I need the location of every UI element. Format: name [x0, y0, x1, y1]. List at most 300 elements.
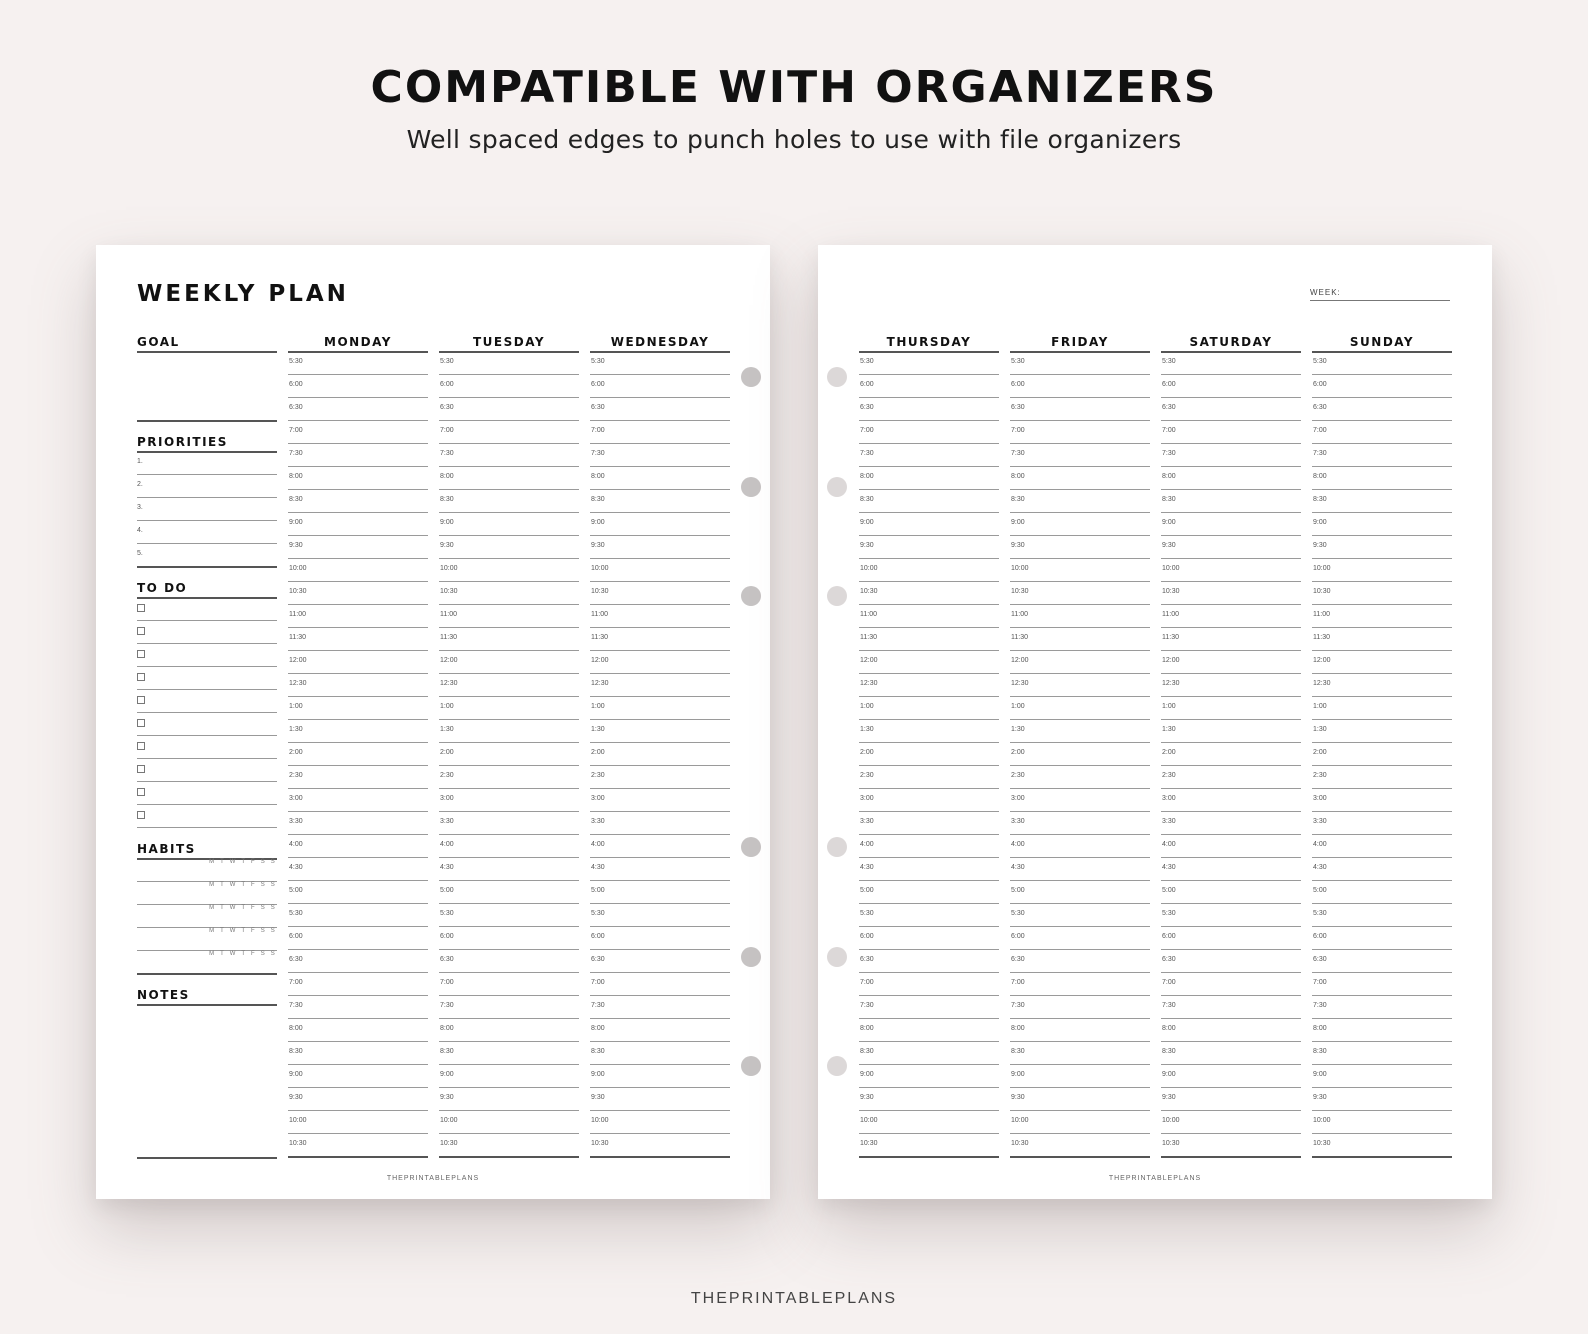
- time-slot-line[interactable]: [439, 420, 579, 421]
- time-slot-line[interactable]: [859, 650, 999, 651]
- time-slot-line[interactable]: [859, 397, 999, 398]
- punch-hole: [827, 477, 847, 497]
- time-slot-line[interactable]: [1161, 972, 1301, 973]
- time-slot-line[interactable]: [859, 696, 999, 697]
- time-slot-line[interactable]: [439, 374, 579, 375]
- time-slot-line[interactable]: [859, 1041, 999, 1042]
- todo-checkbox[interactable]: [137, 673, 145, 681]
- time-slot-line[interactable]: [1161, 696, 1301, 697]
- time-slot-line[interactable]: [1161, 581, 1301, 582]
- time-slot-line[interactable]: [1161, 926, 1301, 927]
- time-slot-line[interactable]: [590, 397, 730, 398]
- time-slot-line[interactable]: [288, 1087, 428, 1088]
- time-slot-line[interactable]: [1312, 742, 1452, 743]
- time-slot-line[interactable]: [859, 512, 999, 513]
- time-slot-line[interactable]: [1010, 834, 1150, 835]
- time-slot-line[interactable]: [1312, 558, 1452, 559]
- time-slot-line[interactable]: [1010, 581, 1150, 582]
- time-slot-line[interactable]: [288, 1064, 428, 1065]
- time-slot-line[interactable]: [1312, 949, 1452, 950]
- time-slot-line[interactable]: [288, 719, 428, 720]
- time-slot-line[interactable]: [590, 558, 730, 559]
- time-slot-line[interactable]: [1312, 1133, 1452, 1134]
- todo-checkbox[interactable]: [137, 627, 145, 635]
- time-slot-line[interactable]: [1010, 489, 1150, 490]
- time-slot-line[interactable]: [590, 489, 730, 490]
- todo-line[interactable]: [137, 689, 277, 690]
- todo-line[interactable]: [137, 666, 277, 667]
- time-slot-line[interactable]: [1010, 558, 1150, 559]
- time-slot-line[interactable]: [1010, 811, 1150, 812]
- time-slot-line[interactable]: [288, 489, 428, 490]
- time-slot-line[interactable]: [1161, 995, 1301, 996]
- time-slot-line[interactable]: [439, 788, 579, 789]
- time-slot-line[interactable]: [439, 880, 579, 881]
- todo-checkbox[interactable]: [137, 765, 145, 773]
- time-slot-line[interactable]: [1010, 719, 1150, 720]
- time-slot-line[interactable]: [288, 581, 428, 582]
- habit-day-letters: M T W T F S S: [209, 951, 277, 957]
- time-slot-line[interactable]: [439, 627, 579, 628]
- time-slot-line[interactable]: [859, 834, 999, 835]
- time-slot-line[interactable]: [439, 1087, 579, 1088]
- time-slot-line[interactable]: [590, 742, 730, 743]
- time-slot-line[interactable]: [1312, 880, 1452, 881]
- time-slot-line[interactable]: [439, 1110, 579, 1111]
- time-slot-line[interactable]: [1312, 1018, 1452, 1019]
- time-slot-line[interactable]: [590, 1133, 730, 1134]
- time-slot-line[interactable]: [859, 627, 999, 628]
- time-slot-label: 9:30: [1011, 1094, 1025, 1101]
- time-slot-line[interactable]: [1312, 397, 1452, 398]
- time-slot-line[interactable]: [590, 995, 730, 996]
- time-slot-line[interactable]: [1161, 1156, 1301, 1158]
- time-slot-line[interactable]: [439, 397, 579, 398]
- time-slot-line[interactable]: [859, 604, 999, 605]
- time-slot-line[interactable]: [1010, 949, 1150, 950]
- time-slot-line[interactable]: [590, 604, 730, 605]
- time-slot-line[interactable]: [1010, 1110, 1150, 1111]
- time-slot-line[interactable]: [1312, 420, 1452, 421]
- time-slot-line[interactable]: [859, 1087, 999, 1088]
- time-slot-line[interactable]: [859, 1133, 999, 1134]
- time-slot-line[interactable]: [1010, 972, 1150, 973]
- time-slot-line[interactable]: [288, 742, 428, 743]
- time-slot-line[interactable]: [1161, 397, 1301, 398]
- time-slot-line[interactable]: [439, 972, 579, 973]
- time-slot-line[interactable]: [1010, 397, 1150, 398]
- time-slot-line[interactable]: [288, 420, 428, 421]
- time-slot-line[interactable]: [288, 1133, 428, 1134]
- time-slot-line[interactable]: [1161, 443, 1301, 444]
- time-slot-line[interactable]: [1161, 811, 1301, 812]
- time-slot-line[interactable]: [1161, 374, 1301, 375]
- todo-line[interactable]: [137, 758, 277, 759]
- time-slot-line[interactable]: [590, 834, 730, 835]
- time-slot-line[interactable]: [859, 1018, 999, 1019]
- time-slot-line[interactable]: [288, 972, 428, 973]
- time-slot-line[interactable]: [288, 1156, 428, 1158]
- time-slot-line[interactable]: [288, 834, 428, 835]
- time-slot-line[interactable]: [590, 420, 730, 421]
- time-slot-line[interactable]: [1010, 466, 1150, 467]
- time-slot-line[interactable]: [439, 466, 579, 467]
- time-slot-line[interactable]: [288, 512, 428, 513]
- time-slot-line[interactable]: [439, 512, 579, 513]
- time-slot-line[interactable]: [590, 1041, 730, 1042]
- time-slot-line[interactable]: [590, 765, 730, 766]
- time-slot-line[interactable]: [1010, 627, 1150, 628]
- time-slot-line[interactable]: [439, 742, 579, 743]
- time-slot-line[interactable]: [288, 696, 428, 697]
- time-slot-line[interactable]: [859, 1110, 999, 1111]
- time-slot-line[interactable]: [1010, 1087, 1150, 1088]
- time-slot-label: 10:00: [591, 1117, 609, 1124]
- time-slot-line[interactable]: [859, 972, 999, 973]
- time-slot-line[interactable]: [1312, 903, 1452, 904]
- time-slot-line[interactable]: [1161, 719, 1301, 720]
- time-slot-line[interactable]: [439, 650, 579, 651]
- time-slot-line[interactable]: [859, 857, 999, 858]
- time-slot-line[interactable]: [439, 489, 579, 490]
- time-slot-line[interactable]: [1161, 466, 1301, 467]
- time-slot-line[interactable]: [859, 903, 999, 904]
- time-slot-line[interactable]: [1161, 880, 1301, 881]
- time-slot-line[interactable]: [1312, 696, 1452, 697]
- time-slot-line[interactable]: [859, 673, 999, 674]
- time-slot-line[interactable]: [439, 1156, 579, 1158]
- time-slot-line[interactable]: [288, 903, 428, 904]
- time-slot-line[interactable]: [859, 466, 999, 467]
- todo-line[interactable]: [137, 712, 277, 713]
- time-slot-line[interactable]: [1010, 926, 1150, 927]
- time-slot-line[interactable]: [1312, 857, 1452, 858]
- time-slot-line[interactable]: [859, 1156, 999, 1158]
- time-slot-line[interactable]: [439, 903, 579, 904]
- time-slot-label: 2:00: [440, 749, 454, 756]
- time-slot-line[interactable]: [288, 627, 428, 628]
- time-slot-line[interactable]: [1161, 857, 1301, 858]
- time-slot-line[interactable]: [590, 443, 730, 444]
- time-slot-line[interactable]: [288, 535, 428, 536]
- time-slot-line[interactable]: [1010, 995, 1150, 996]
- time-slot-line[interactable]: [288, 1041, 428, 1042]
- time-slot-line[interactable]: [859, 880, 999, 881]
- time-slot-line[interactable]: [590, 673, 730, 674]
- time-slot-line[interactable]: [288, 788, 428, 789]
- time-slot-line[interactable]: [590, 512, 730, 513]
- time-slot-line[interactable]: [859, 581, 999, 582]
- todo-checkbox[interactable]: [137, 742, 145, 750]
- time-slot-line[interactable]: [859, 765, 999, 766]
- time-slot-label: 7:30: [289, 450, 303, 457]
- time-slot-line[interactable]: [1010, 420, 1150, 421]
- time-slot-line[interactable]: [1312, 374, 1452, 375]
- todo-checkbox[interactable]: [137, 788, 145, 796]
- time-slot-line[interactable]: [288, 650, 428, 651]
- todo-line[interactable]: [137, 643, 277, 644]
- time-slot-line[interactable]: [1161, 650, 1301, 651]
- time-slot-label: 4:30: [1313, 864, 1327, 871]
- time-slot-line[interactable]: [439, 581, 579, 582]
- time-slot-line[interactable]: [859, 374, 999, 375]
- time-slot-line[interactable]: [590, 1156, 730, 1158]
- time-slot-line[interactable]: [288, 765, 428, 766]
- time-slot-line[interactable]: [288, 811, 428, 812]
- todo-checkbox[interactable]: [137, 604, 145, 612]
- time-slot-line[interactable]: [590, 466, 730, 467]
- time-slot-line[interactable]: [1312, 1110, 1452, 1111]
- time-slot-line[interactable]: [1161, 949, 1301, 950]
- time-slot-line[interactable]: [590, 949, 730, 950]
- time-slot-line[interactable]: [1010, 765, 1150, 766]
- time-slot-line[interactable]: [590, 696, 730, 697]
- time-slot-label: 5:00: [440, 887, 454, 894]
- time-slot-line[interactable]: [1010, 1133, 1150, 1134]
- time-slot-label: 5:30: [289, 910, 303, 917]
- time-slot-line[interactable]: [1161, 535, 1301, 536]
- time-slot-line[interactable]: [859, 811, 999, 812]
- time-slot-line[interactable]: [1312, 1041, 1452, 1042]
- todo-checkbox[interactable]: [137, 696, 145, 704]
- time-slot-line[interactable]: [288, 374, 428, 375]
- time-slot-line[interactable]: [1312, 1087, 1452, 1088]
- time-slot-line[interactable]: [288, 880, 428, 881]
- time-slot-line[interactable]: [1312, 719, 1452, 720]
- time-slot-line[interactable]: [439, 857, 579, 858]
- time-slot-line[interactable]: [859, 558, 999, 559]
- time-slot-line[interactable]: [590, 972, 730, 973]
- time-slot-line[interactable]: [439, 558, 579, 559]
- time-slot-line[interactable]: [1010, 650, 1150, 651]
- time-slot-line[interactable]: [590, 788, 730, 789]
- time-slot-line[interactable]: [1161, 765, 1301, 766]
- time-slot-line[interactable]: [590, 926, 730, 927]
- todo-line[interactable]: [137, 804, 277, 805]
- time-slot-line[interactable]: [590, 1018, 730, 1019]
- time-slot-line[interactable]: [1161, 742, 1301, 743]
- time-slot-label: 7:30: [591, 450, 605, 457]
- habit-line[interactable]: [137, 973, 277, 975]
- time-slot-line[interactable]: [590, 374, 730, 375]
- time-slot-line[interactable]: [1312, 627, 1452, 628]
- todo-line[interactable]: [137, 620, 277, 621]
- time-slot-line[interactable]: [439, 604, 579, 605]
- time-slot-line[interactable]: [1161, 788, 1301, 789]
- time-slot-line[interactable]: [1010, 1156, 1150, 1158]
- todo-label: TO DO: [137, 581, 188, 595]
- time-slot-line[interactable]: [1161, 1064, 1301, 1065]
- time-slot-line[interactable]: [1312, 995, 1452, 996]
- priority-line[interactable]: [137, 520, 277, 521]
- notes-header-rule: [137, 1004, 277, 1006]
- time-slot-line[interactable]: [1312, 1064, 1452, 1065]
- time-slot-line[interactable]: [1161, 558, 1301, 559]
- time-slot-line[interactable]: [1312, 1156, 1452, 1158]
- time-slot-line[interactable]: [439, 949, 579, 950]
- time-slot-line[interactable]: [1161, 627, 1301, 628]
- time-slot-line[interactable]: [439, 1041, 579, 1042]
- time-slot-line[interactable]: [1312, 604, 1452, 605]
- time-slot-line[interactable]: [1161, 420, 1301, 421]
- time-slot-line[interactable]: [1010, 604, 1150, 605]
- todo-line[interactable]: [137, 781, 277, 782]
- time-slot-line[interactable]: [1312, 443, 1452, 444]
- time-slot-line[interactable]: [1161, 1087, 1301, 1088]
- time-slot-line[interactable]: [439, 1133, 579, 1134]
- time-slot-line[interactable]: [590, 1064, 730, 1065]
- time-slot-line[interactable]: [1161, 489, 1301, 490]
- time-slot-line[interactable]: [859, 719, 999, 720]
- todo-checkbox[interactable]: [137, 650, 145, 658]
- time-slot-line[interactable]: [590, 581, 730, 582]
- time-slot-line[interactable]: [859, 995, 999, 996]
- time-slot-line[interactable]: [1161, 673, 1301, 674]
- time-slot-line[interactable]: [1312, 535, 1452, 536]
- time-slot-line[interactable]: [1161, 1110, 1301, 1111]
- time-slot-label: 9:30: [860, 542, 874, 549]
- time-slot-line[interactable]: [439, 719, 579, 720]
- time-slot-line[interactable]: [1312, 765, 1452, 766]
- time-slot-line[interactable]: [590, 811, 730, 812]
- time-slot-line[interactable]: [439, 811, 579, 812]
- time-slot-line[interactable]: [1010, 696, 1150, 697]
- todo-checkbox[interactable]: [137, 719, 145, 727]
- time-slot-line[interactable]: [859, 1064, 999, 1065]
- time-slot-line[interactable]: [439, 834, 579, 835]
- time-slot-line[interactable]: [859, 535, 999, 536]
- time-slot-line[interactable]: [1010, 903, 1150, 904]
- time-slot-label: 6:00: [860, 381, 874, 388]
- time-slot-line[interactable]: [288, 604, 428, 605]
- time-slot-line[interactable]: [1312, 673, 1452, 674]
- time-slot-line[interactable]: [439, 443, 579, 444]
- time-slot-line[interactable]: [590, 535, 730, 536]
- priority-line[interactable]: [137, 497, 277, 498]
- time-slot-line[interactable]: [1312, 581, 1452, 582]
- time-slot-line[interactable]: [288, 926, 428, 927]
- time-slot-label: 7:00: [591, 979, 605, 986]
- day-heading: SUNDAY: [1349, 335, 1415, 349]
- time-slot-line[interactable]: [439, 535, 579, 536]
- time-slot-line[interactable]: [439, 1064, 579, 1065]
- time-slot-line[interactable]: [1010, 512, 1150, 513]
- time-slot-label: 11:00: [1162, 611, 1179, 618]
- time-slot-line[interactable]: [288, 443, 428, 444]
- time-slot-line[interactable]: [859, 420, 999, 421]
- time-slot-line[interactable]: [1010, 857, 1150, 858]
- time-slot-line[interactable]: [288, 397, 428, 398]
- time-slot-line[interactable]: [1312, 650, 1452, 651]
- priorities-header-rule: [137, 451, 277, 453]
- todo-line[interactable]: [137, 827, 277, 828]
- time-slot-line[interactable]: [590, 1110, 730, 1111]
- time-slot-line[interactable]: [439, 995, 579, 996]
- time-slot-line[interactable]: [590, 903, 730, 904]
- time-slot-line[interactable]: [590, 1087, 730, 1088]
- day-heading: SATURDAY: [1189, 335, 1273, 349]
- time-slot-line[interactable]: [859, 489, 999, 490]
- time-slot-line[interactable]: [439, 926, 579, 927]
- time-slot-line[interactable]: [1161, 903, 1301, 904]
- time-slot-label: 9:00: [591, 519, 605, 526]
- time-slot-line[interactable]: [288, 1110, 428, 1111]
- time-slot-line[interactable]: [859, 788, 999, 789]
- time-slot-label: 3:00: [440, 795, 454, 802]
- time-slot-line[interactable]: [590, 650, 730, 651]
- time-slot-line[interactable]: [288, 466, 428, 467]
- time-slot-line[interactable]: [859, 949, 999, 950]
- time-slot-line[interactable]: [859, 926, 999, 927]
- time-slot-line[interactable]: [288, 1018, 428, 1019]
- time-slot-line[interactable]: [439, 673, 579, 674]
- time-slot-line[interactable]: [288, 857, 428, 858]
- time-slot-line[interactable]: [288, 949, 428, 950]
- time-slot-line[interactable]: [1010, 742, 1150, 743]
- priority-line[interactable]: [137, 566, 277, 568]
- time-slot-line[interactable]: [1161, 1041, 1301, 1042]
- time-slot-line[interactable]: [1010, 673, 1150, 674]
- time-slot-line[interactable]: [1312, 834, 1452, 835]
- time-slot-line[interactable]: [590, 857, 730, 858]
- time-slot-line[interactable]: [1312, 788, 1452, 789]
- time-slot-line[interactable]: [1161, 512, 1301, 513]
- time-slot-line[interactable]: [288, 558, 428, 559]
- time-slot-line[interactable]: [590, 880, 730, 881]
- time-slot-line[interactable]: [1010, 1041, 1150, 1042]
- time-slot-label: 3:00: [1313, 795, 1327, 802]
- time-slot-label: 1:30: [591, 726, 605, 733]
- priority-line[interactable]: [137, 543, 277, 544]
- time-slot-line[interactable]: [1010, 880, 1150, 881]
- time-slot-line[interactable]: [1312, 466, 1452, 467]
- time-slot-line[interactable]: [590, 719, 730, 720]
- time-slot-line[interactable]: [590, 627, 730, 628]
- time-slot-line[interactable]: [1312, 811, 1452, 812]
- time-slot-line[interactable]: [1312, 926, 1452, 927]
- time-slot-line[interactable]: [1010, 443, 1150, 444]
- time-slot-label: 7:00: [1162, 979, 1176, 986]
- time-slot-label: 6:30: [289, 404, 303, 411]
- time-slot-line[interactable]: [439, 765, 579, 766]
- time-slot-line[interactable]: [859, 742, 999, 743]
- priority-line[interactable]: [137, 474, 277, 475]
- time-slot-line[interactable]: [1010, 374, 1150, 375]
- time-slot-line[interactable]: [859, 443, 999, 444]
- time-slot-line[interactable]: [1161, 1018, 1301, 1019]
- time-slot-line[interactable]: [1312, 972, 1452, 973]
- time-slot-label: 4:30: [1011, 864, 1025, 871]
- goal-label: GOAL: [137, 335, 180, 349]
- todo-checkbox[interactable]: [137, 811, 145, 819]
- time-slot-line[interactable]: [288, 673, 428, 674]
- time-slot-line[interactable]: [1010, 1018, 1150, 1019]
- time-slot-line[interactable]: [288, 995, 428, 996]
- time-slot-line[interactable]: [1312, 489, 1452, 490]
- time-slot-line[interactable]: [1010, 788, 1150, 789]
- time-slot-line[interactable]: [1010, 1064, 1150, 1065]
- time-slot-line[interactable]: [1161, 604, 1301, 605]
- time-slot-label: 11:30: [860, 634, 877, 641]
- time-slot-line[interactable]: [439, 1018, 579, 1019]
- time-slot-label: 3:30: [1313, 818, 1327, 825]
- time-slot-line[interactable]: [1161, 1133, 1301, 1134]
- time-slot-line[interactable]: [1161, 834, 1301, 835]
- todo-line[interactable]: [137, 735, 277, 736]
- time-slot-line[interactable]: [1010, 535, 1150, 536]
- time-slot-line[interactable]: [439, 696, 579, 697]
- time-slot-line[interactable]: [1312, 512, 1452, 513]
